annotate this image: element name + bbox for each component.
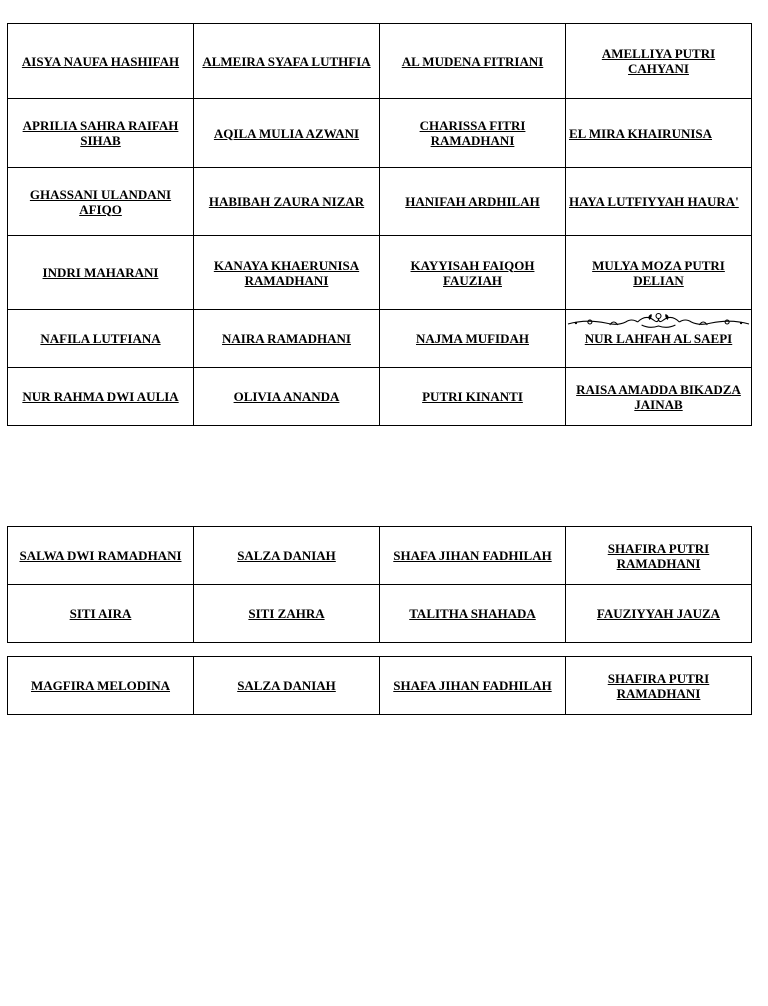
name-cell-with-ornament <box>566 310 752 368</box>
name-cell: OLIVIA ANANDA <box>194 368 380 426</box>
name-table-1 <box>7 23 752 426</box>
name-cell: SALZA DANIAH <box>194 657 380 715</box>
name-cell: TALITHA SHAHADA <box>380 585 566 643</box>
name-table-2 <box>7 526 752 643</box>
name-cell: AQILA MULIA AZWANI <box>194 99 380 168</box>
name-cell: MULYA MOZA PUTRI DELIAN <box>566 236 752 310</box>
floral-divider-icon <box>566 311 751 331</box>
name-cell: SITI ZAHRA <box>194 585 380 643</box>
name-cell: SHAFA JIHAN FADHILAH <box>380 527 566 585</box>
name-cell: AL MUDENA FITRIANI <box>380 24 566 99</box>
table-row <box>8 236 752 310</box>
table-row <box>8 527 752 585</box>
table-row <box>8 168 752 236</box>
name-cell: SHAFIRA PUTRI RAMADHANI <box>566 657 752 715</box>
name-cell: SHAFA JIHAN FADHILAH <box>380 657 566 715</box>
name-cell: ALMEIRA SYAFA LUTHFIA <box>194 24 380 99</box>
name-cell: AISYA NAUFA HASHIFAH <box>8 24 194 99</box>
name-table-3 <box>7 656 752 715</box>
name-cell: SALWA DWI RAMADHANI <box>8 527 194 585</box>
name-cell: SALZA DANIAH <box>194 527 380 585</box>
name-cell: NAFILA LUTFIANA <box>8 310 194 368</box>
name-cell: NAIRA RAMADHANI <box>194 310 380 368</box>
name-cell: HANIFAH ARDHILAH <box>380 168 566 236</box>
table-row <box>8 657 752 715</box>
name-cell: INDRI MAHARANI <box>8 236 194 310</box>
name-cell: MAGFIRA MELODINA <box>8 657 194 715</box>
name-cell: NAJMA MUFIDAH <box>380 310 566 368</box>
table-row <box>8 99 752 168</box>
table-row <box>8 368 752 426</box>
name-cell: HABIBAH ZAURA NIZAR <box>194 168 380 236</box>
name-cell: CHARISSA FITRI RAMADHANI <box>380 99 566 168</box>
name-cell: AMELLIYA PUTRI CAHYANI <box>566 24 752 99</box>
name-cell: FAUZIYYAH JAUZA <box>566 585 752 643</box>
name-cell: NUR RAHMA DWI AULIA <box>8 368 194 426</box>
name-cell: RAISA AMADDA BIKADZA JAINAB <box>566 368 752 426</box>
name-cell: SHAFIRA PUTRI RAMADHANI <box>566 527 752 585</box>
name-cell: HAYA LUTFIYYAH HAURA' <box>566 168 752 236</box>
name-cell: KAYYISAH FAIQOH FAUZIAH <box>380 236 566 310</box>
name-cell: SITI AIRA <box>8 585 194 643</box>
name-cell: APRILIA SAHRA RAIFAH SIHAB <box>8 99 194 168</box>
name-cell: PUTRI KINANTI <box>380 368 566 426</box>
table-row <box>8 310 752 368</box>
table-row <box>8 24 752 99</box>
name-text: NUR LAHFAH AL SAEPI <box>584 331 733 346</box>
name-cell: GHASSANI ULANDANI AFIQO <box>8 168 194 236</box>
table-row <box>8 585 752 643</box>
name-cell: EL MIRA KHAIRUNISA <box>566 99 752 168</box>
name-cell: KANAYA KHAERUNISA RAMADHANI <box>194 236 380 310</box>
